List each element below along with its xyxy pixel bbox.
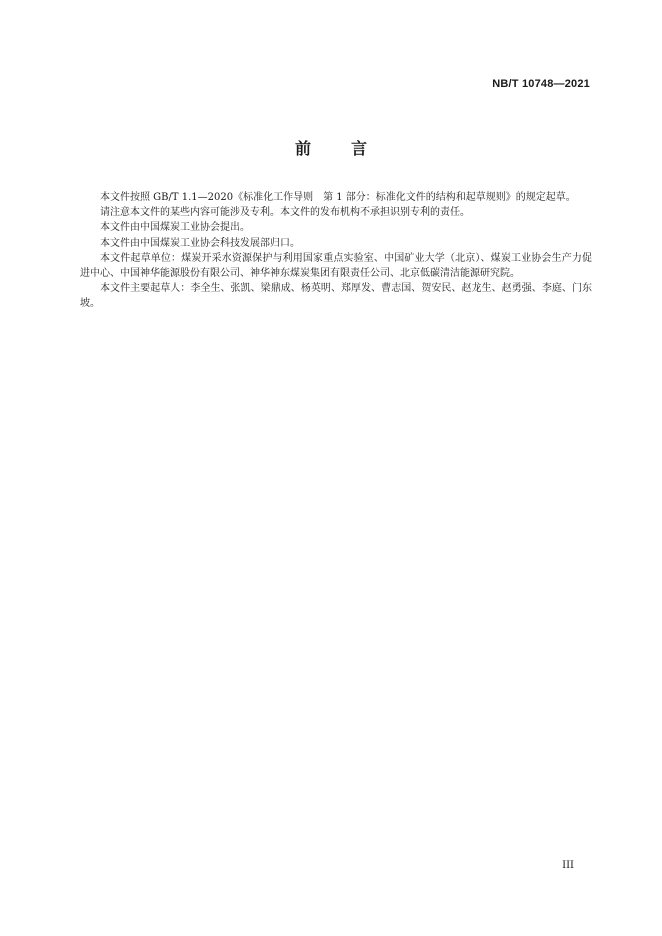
page-title: [0, 136, 662, 159]
paragraph-drafting-rules: 本文件按照 GB/T 1.1—2020《标准化工作导则 第 1 部分：标准化文件的结构和起草规则》的规定起草。: [100, 192, 576, 203]
title-char-2: 言: [351, 139, 368, 158]
paragraph-drafting-units: 本文件起草单位：煤炭开采水资源保护与利用国家重点实验室、中国矿业大学（北京）、煤炭工业协会生产力促进中心、中国神华能源股份有限公司、神华神东煤炭集团有限责任公司、北京低碳清洁能源研究院。: [80, 252, 592, 280]
preface-body: [80, 190, 592, 312]
page-number: III: [562, 860, 574, 871]
paragraph-proposer: 本文件由中国煤炭工业协会提出。: [100, 222, 250, 234]
standard-code: NB/T 10748—2021: [492, 78, 590, 90]
paragraph-drafters: 本文件主要起草人：李全生、张凯、梁鼎成、杨英明、郑厚发、曹志国、贺安民、赵龙生、赵勇强、李庭、门东坡。: [80, 283, 592, 310]
paragraph-patent-notice: 请注意本文件的某些内容可能涉及专利。本文件的发布机构不承担识别专利的责任。: [100, 207, 470, 219]
title-char-1: 前: [294, 139, 311, 158]
paragraph-governing-body: 本文件由中国煤炭工业协会科技发展部归口。: [100, 237, 300, 249]
